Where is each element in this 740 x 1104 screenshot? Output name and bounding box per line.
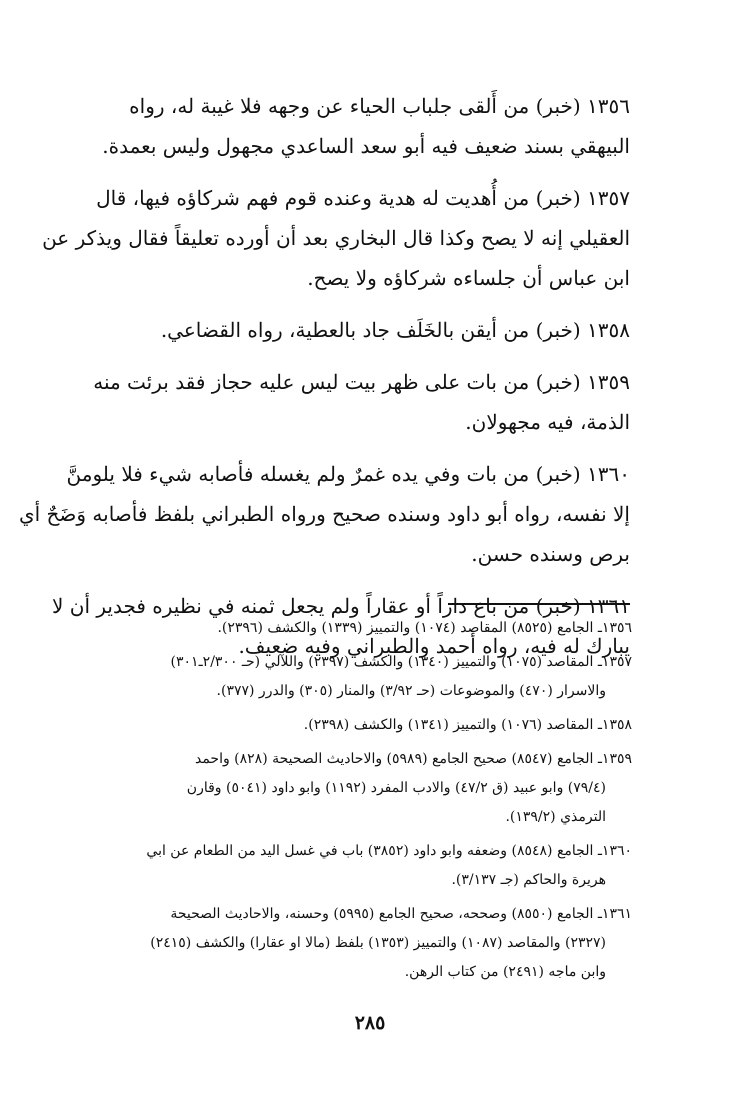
footnote-line: ١٣٥٧ـ المقاصد (١٠٧٥) والتمييز (١٣٤٠) والكشف (٢٣٩٧) واللآلي (حـ ٢/٣٠٠ـ٣٠١): [170, 654, 632, 670]
entry-line: ١٣٦١ (خبر) من باع داراً أو عقاراً ولم يجعل ثمنه في نظيره فجدير أن لا: [52, 594, 630, 618]
entry-line: ١٣٥٨ (خبر) من أيقن بالخَلَف جاد بالعطية، رواه القضاعي.: [160, 318, 630, 342]
entry-line: ١٣٥٦ (خبر) من أَلقى جلباب الحياء عن وجهه فلا غيبة له، رواه: [129, 94, 630, 118]
footnote-line: وابن ماجه (٢٤٩١) من كتاب الرهن.: [404, 964, 606, 980]
footnote-1356: [104, 614, 632, 643]
footnote-line: ١٣٦٠ـ الجامع (٨٥٤٨) وضعفه وابو داود (٣٨٥٢) باب في غسل اليد من الطعام عن ابي: [146, 843, 632, 859]
footnote-line: (٧٩/٤) وابو عبيد (ق ٤٧/٢) والادب المفرد (١١٩٢) وابو داود (٥٠٤١) وقارن: [186, 780, 606, 796]
footnote-line: ١٣٥٦ـ الجامع (٨٥٢٥) المقاصد (١٠٧٤) والتمييز (١٣٣٩) والكشف (٢٣٩٦).: [217, 620, 632, 636]
main-text: [18, 86, 630, 678]
hadith-entry-1360: [18, 454, 630, 574]
entry-line: ١٣٥٩ (خبر) من بات على ظهر بيت ليس عليه حجاز فقد برئت منه: [93, 370, 630, 394]
footnote-line: والاسرار (٤٧٠) والموضوعات (حـ ٣/٩٢) والمنار (٣٠٥) والدرر (٣٧٧).: [216, 683, 606, 699]
hadith-entry-1359: [93, 362, 630, 442]
footnote-1358: [104, 711, 632, 740]
entry-line: العقيلي إنه لا يصح وكذا قال البخاري بعد أن أورده تعليقاً فقال ويذكر عن: [42, 226, 630, 250]
footnote-line: الترمذي (١٣٩/٢).: [505, 809, 606, 825]
footnote-1359: [104, 745, 632, 832]
footnote-line: ١٣٦١ـ الجامع (٨٥٥٠) وصححه، صحيح الجامع (٥٩٩٥) وحسنه، والاحاديث الصحيحة: [170, 906, 632, 922]
entry-line: يبارك له فيه، رواه أحمد والطبراني وفيه ضعيف.: [238, 634, 630, 658]
entry-line: ١٣٦٠ (خبر) من بات وفي يده غمرٌ ولم يغسله فأصابه شيء فلا يلومنَّ: [66, 462, 630, 486]
entry-line: ابن عباس أن جلساءه شركاؤه ولا يصح.: [307, 266, 630, 290]
footnote-line: ١٣٥٨ـ المقاصد (١٠٧٦) والتمييز (١٣٤١) والكشف (٢٣٩٨).: [303, 717, 632, 733]
entry-line: البيهقي بسند ضعيف فيه أبو سعد الساعدي مجهول وليس بعمدة.: [102, 134, 630, 158]
entry-line: ١٣٥٧ (خبر) من أُهديت له هدية وعنده قوم فهم شركاؤه فيها، قال: [96, 186, 630, 210]
footnote-1361: [104, 900, 632, 987]
footnote-divider: [448, 603, 630, 605]
entry-line: إلا نفسه، رواه أبو داود وسنده صحيح ورواه الطبراني بلفظ فأصابه وَضَحٌ أي: [18, 502, 630, 526]
hadith-entry-1356: [102, 86, 630, 166]
hadith-entry-1358: [108, 310, 630, 350]
entry-line: الذمة، فيه مجهولان.: [465, 410, 630, 434]
footnote-line: ١٣٥٩ـ الجامع (٨٥٤٧) صحيح الجامع (٥٩٨٩) والاحاديث الصحيحة (٨٢٨) واحمد: [194, 751, 632, 767]
footnote-1357: [104, 648, 632, 706]
footnote-1360: [104, 837, 632, 895]
entry-line: برص وسنده حسن.: [471, 542, 630, 566]
footnotes: [104, 614, 632, 992]
footnote-line: (٢٣٢٧) والمقاصد (١٠٨٧) والتمييز (١٣٥٣) بلفظ (مالا او عقارا) والكشف (٢٤١٥): [150, 935, 606, 951]
footnote-line: هريرة والحاكم (جـ ٣/١٣٧).: [451, 872, 606, 888]
page-number: ٢٨٥: [354, 1012, 386, 1034]
hadith-entry-1357: [42, 178, 630, 298]
